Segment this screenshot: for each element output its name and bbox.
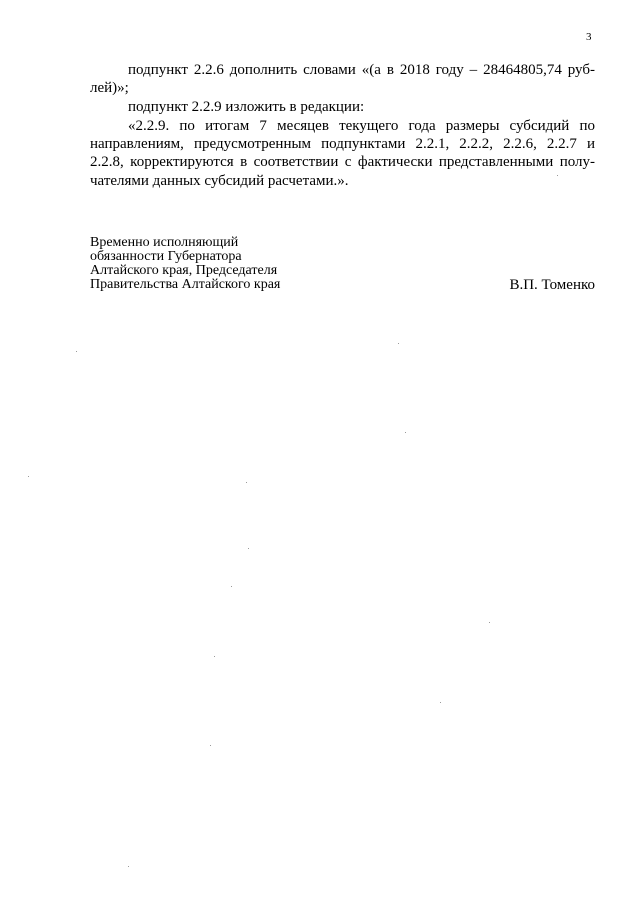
signature-position-line-4: Правительства Алтайского края — [90, 277, 281, 292]
body-line-7: чателями данных субсидий расчетами.». — [90, 173, 349, 189]
scan-speck — [128, 866, 129, 867]
scan-speck — [440, 702, 441, 703]
signature-position-line-3: Алтайского края, Председателя — [90, 263, 278, 278]
scan-speck — [231, 586, 232, 587]
scan-speck — [76, 351, 77, 352]
scan-speck — [246, 482, 247, 483]
body-line-6: 2.2.8, корректируются в соответствии с фактически представленными полу- — [90, 154, 595, 170]
body-line-2: лей)»; — [90, 80, 129, 96]
body-line-1: подпункт 2.2.6 дополнить словами «(а в 2018 году – 28464805,74 руб- — [128, 62, 595, 78]
scan-speck — [210, 745, 211, 746]
scan-speck — [405, 432, 406, 433]
scan-speck — [489, 622, 490, 623]
scan-speck — [398, 343, 399, 344]
scan-speck — [28, 476, 29, 477]
body-line-4: «2.2.9. по итогам 7 месяцев текущего года размеры субсидий по — [128, 118, 595, 134]
signature-position-line-1: Временно исполняющий — [90, 235, 239, 250]
signature-block — [90, 236, 595, 292]
signer-name: В.П. Томенко — [509, 277, 595, 293]
scan-speck — [557, 175, 558, 176]
body-line-5: направлениям, предусмотренным подпунктами 2.2.1, 2.2.2, 2.2.6, 2.2.7 и — [90, 136, 595, 152]
body-line-3: подпункт 2.2.9 изложить в редакции: — [128, 99, 365, 115]
scan-speck — [248, 548, 249, 549]
signature-position-line-2: обязанности Губернатора — [90, 249, 242, 264]
scan-speck — [214, 656, 215, 657]
page-number: 3 — [586, 31, 592, 43]
